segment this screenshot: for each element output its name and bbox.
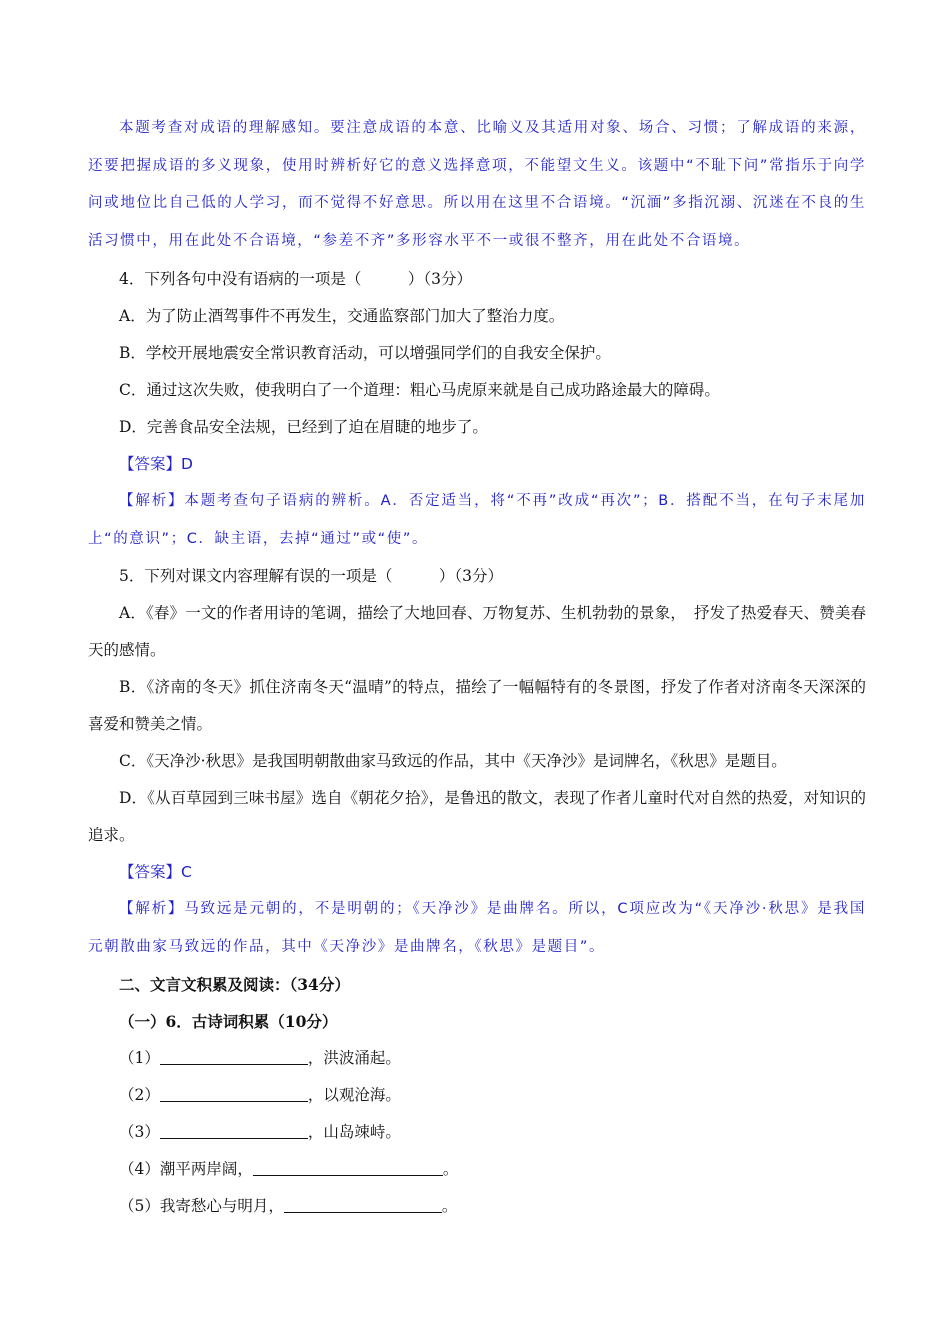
- q4-option-b: B．学校开展地震安全常识教育活动，可以增强同学们的自我安全保护。: [119, 344, 611, 362]
- q4-answer: [88, 446, 866, 483]
- q5-option-b: B．《济南的冬天》抓住济南冬天“温晴”的特点，描绘了一幅幅特有的冬景图，抒发了作者对济南冬天深深的喜爱和赞美之情。: [88, 678, 866, 733]
- q5-option-c: C．《天净沙·秋思》是我国明朝散曲家马致远的作品，其中《天净沙》是词牌名，《秋思》是题目。: [119, 752, 787, 770]
- poem-fill-item-5: （5）我寄愁心与明月， 。: [119, 1197, 458, 1215]
- answer-blank[interactable]: [160, 1048, 308, 1065]
- q4-analysis-label: 【解析】: [119, 493, 185, 509]
- q5-stem: 5．下列对课文内容理解有误的一项是（ ）（3分）: [119, 567, 503, 585]
- q4-option-d: D．完善食品安全法规，已经到了迫在眉睫的地步了。: [119, 418, 488, 436]
- answer-blank[interactable]: [160, 1085, 308, 1102]
- q5-option-d: D．《从百草园到三味书屋》选自《朝花夕拾》，是鲁迅的散文，表现了作者儿童时代对自然的热爱，对知识的追求。: [88, 789, 866, 844]
- q4-answer-label: 【答案】: [119, 455, 182, 473]
- q5-analysis-text: 马致远是元朝的，不是明朝的；《天净沙》是曲牌名。所以，C项应改为“《天净沙·秋思》是我国元朝散曲家马致远的作品，其中《天净沙》是曲牌名，《秋思》是题目”。: [88, 901, 866, 955]
- poem-fill-item-4: （4）潮平两岸阔， 。: [119, 1160, 459, 1178]
- q5-answer-label: 【答案】: [119, 863, 182, 881]
- q5-analysis: [88, 891, 866, 966]
- q5-option-a: A．《春》一文的作者用诗的笔调，描绘了大地回春、万物复苏、生机勃勃的景象， 抒发了热爱春天、赞美春天的感情。: [88, 604, 866, 659]
- q4-answer-value: D: [181, 455, 193, 473]
- document-page: [88, 110, 866, 1225]
- section-2-subtitle: （一）6．古诗词积累（10分）: [119, 1012, 338, 1031]
- poem-fill-item-1: （1） ，洪波涌起。: [119, 1049, 401, 1067]
- poem-fill-item-3: （3） ，山岛竦峙。: [119, 1123, 401, 1141]
- section-2-title: 二、文言文积累及阅读：（34分）: [119, 975, 350, 994]
- q4-analysis-text: 本题考查句子语病的辨析。A．否定适当，将“不再”改成“再次”；B．搭配不当，在句子末尾加上“的意识”；C．缺主语，去掉“通过”或“使”。: [88, 493, 866, 547]
- answer-blank[interactable]: [160, 1122, 308, 1139]
- q5-answer: [88, 854, 866, 891]
- q5-answer-value: C: [181, 863, 192, 881]
- poem-fill-item-2: （2） ，以观沧海。: [119, 1086, 401, 1104]
- q4-option-a: A．为了防止酒驾事件不再发生，交通监察部门加大了整治力度。: [119, 307, 565, 325]
- answer-blank[interactable]: [253, 1159, 443, 1176]
- q4-stem: 4．下列各句中没有语病的一项是（ ）（3分）: [119, 270, 472, 288]
- q4-analysis: [88, 483, 866, 558]
- q3-analysis-paragraph: 本题考查对成语的理解感知。要注意成语的本意、比喻义及其适用对象、场合、习惯；了解成语的来源，还要把握成语的多义现象，使用时辨析好它的意义选择意项，不能望文生义。该题中“不耻下问”常指乐于向学问或地位比自己低的人学习，而不觉得不好意思。所以用在这里不合语境。“沉湎”多指沉溺、沉迷在不良的生活习惯中，用在此处不合语境，“参差不齐”多形容水平不一或很不整齐，用在此处不合语境。: [88, 120, 866, 249]
- q5-analysis-label: 【解析】: [119, 901, 185, 917]
- q4-option-c: C．通过这次失败，使我明白了一个道理：粗心马虎原来就是自己成功路途最大的障碍。: [119, 381, 720, 399]
- answer-blank[interactable]: [284, 1196, 442, 1213]
